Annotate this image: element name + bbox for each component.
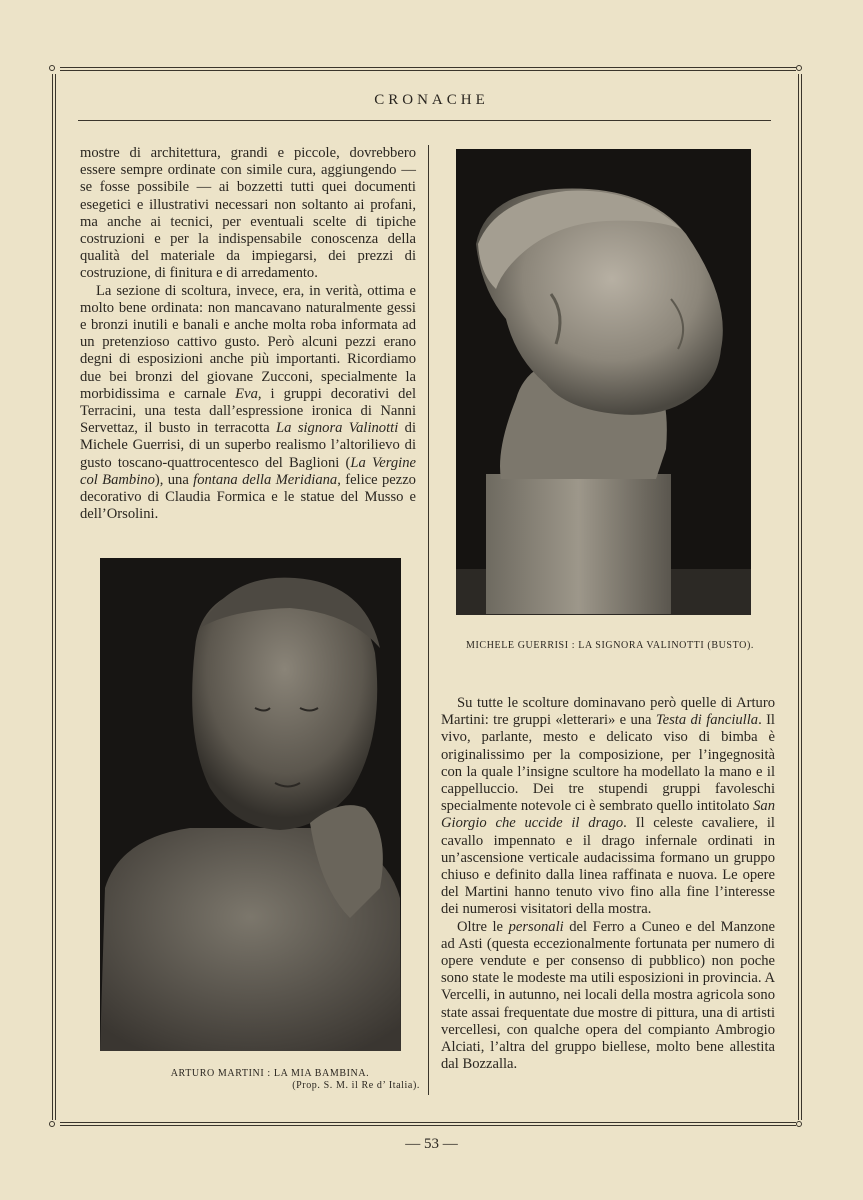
header-rule <box>78 120 771 121</box>
caption-bambina <box>120 1068 420 1092</box>
frame-left-rule <box>52 74 53 1120</box>
italic-title: Eva <box>235 385 258 402</box>
frame-bottom-rule-2 <box>60 1125 796 1126</box>
caption-bambina-provenance: (Prop. S. M. il Re d’ Italia). <box>292 1080 420 1091</box>
frame-corner-ornament <box>796 1121 802 1127</box>
left-text-column <box>80 145 416 523</box>
frame-bottom-rule <box>60 1122 796 1123</box>
text-run: , felice pezzo decorativo di Claudia Formica e le statue del Musso e dell’Orsolini. <box>80 471 416 523</box>
italic-title: fontana della Meridiana <box>193 471 338 488</box>
frame-corner-ornament <box>49 65 55 71</box>
frame-corner-ornament <box>49 1121 55 1127</box>
text-run: ), una <box>154 471 194 488</box>
text-run: mostre di architettura, grandi e piccole, dovrebbero essere sempre ordinate con simile cura, aggiungendo — se fosse possibile — ai bozzetti tutti quei documenti esegetici e illustrativi necessari non soltanto ai profani, ma anche ai tecnici, per eventuali scelte di tipiche costruzioni e per la indispensabile conoscenza della qualità del materiale da impiegarsi, dei prezzi di costruzione, di finitura e di arredamento. <box>80 145 416 282</box>
text-run: . Il vivo, parlante, mesto e delicato viso di bimba è originalissimo per la composizione, per l’ingegnosità con la quale l’insigne scultore ha modellato la mano e il cappelluccio. Dei tre stupendi gruppi favoleschi specialmente notevole ci è sembrato quello intitolato <box>441 712 775 815</box>
text-run: Su tutte le scolture dominavano però quelle di Arturo Martini: tre gruppi «letterari» e una <box>441 695 775 729</box>
frame-left-rule-2 <box>55 74 56 1120</box>
paragraph <box>80 283 416 524</box>
italic-title: Testa di fanciulla <box>655 712 759 729</box>
text-run: La sezione di scoltura, invece, era, in verità, ottima e molto bene ordinata: non mancavano naturalmente gessi e bronzi inutili e banali e anche molta roba informata ad un pretenzioso cattivo gusto. Però alcuni pezzi erano degni di esposizioni anche più importanti. Ricordiamo due bei bronzi del giovane Zucconi, specialmente la morbidissima e carnale <box>80 282 416 402</box>
text-run: Oltre le <box>457 918 509 935</box>
frame-right-rule-2 <box>801 74 802 1120</box>
frame-right-rule <box>798 74 799 1120</box>
frame-top-rule <box>60 67 796 68</box>
photo-guerrisi-bust <box>456 149 751 615</box>
photo-martini-bambina <box>100 558 401 1051</box>
text-run: . Il celeste cavaliere, il cavallo impennato e il drago infernale ordinati in un’ascensione verticale audacissima formano un gruppo chiuso e definito dalla linea raffinata e nuova. Le opere del Martini hanno tenuto vivo fino alla fine l’interesse dei numerosi visitatori della mostra. <box>441 815 775 918</box>
right-text-column <box>441 695 775 1073</box>
frame-top-rule-2 <box>60 70 796 71</box>
running-header: CRONACHE <box>374 92 489 108</box>
italic-title: La Vergine col Bambino <box>80 454 416 488</box>
paragraph <box>80 145 416 283</box>
column-divider <box>428 145 429 1095</box>
paragraph <box>441 919 775 1074</box>
page-number: — 53 — <box>405 1136 458 1152</box>
italic-title: San Giorgio che uccide il drago <box>441 798 775 832</box>
frame-corner-ornament <box>796 65 802 71</box>
caption-bust: MICHELE GUERRISI : LA SIGNORA VALINOTTI (BUSTO). <box>466 640 754 651</box>
text-run: , i gruppi decorativi del Terracini, una testa dall’espressione ironica di Nanni Servettaz, il busto in terracotta <box>80 385 417 437</box>
caption-bambina-title: ARTURO MARTINI : LA MIA BAMBINA. <box>170 1068 370 1079</box>
text-run: di Michele Guerrisi, di un superbo realismo l’altorilievo di gusto toscano-quattrocentesco del Baglioni ( <box>80 420 417 471</box>
italic-title: personali <box>508 918 564 935</box>
text-run: del Ferro a Cuneo e del Manzone ad Asti (questa eccezionalmente fortunata per numero di opere vendute e per consenso di pubblico) non poche sono state le modeste ma utili esposizioni in provincia. A Vercelli, in autunno, nei locali della mostra agricola sono state assai frequentate due mostre di pittura, una di artisti vercellesi, con qualche opera del compianto Ambrogio Alciati, l’altra del gruppo biellese, molto bene allestita dal Bozzalla. <box>441 918 775 1073</box>
paragraph <box>441 695 775 919</box>
italic-title: La signora Valinotti <box>276 420 399 437</box>
